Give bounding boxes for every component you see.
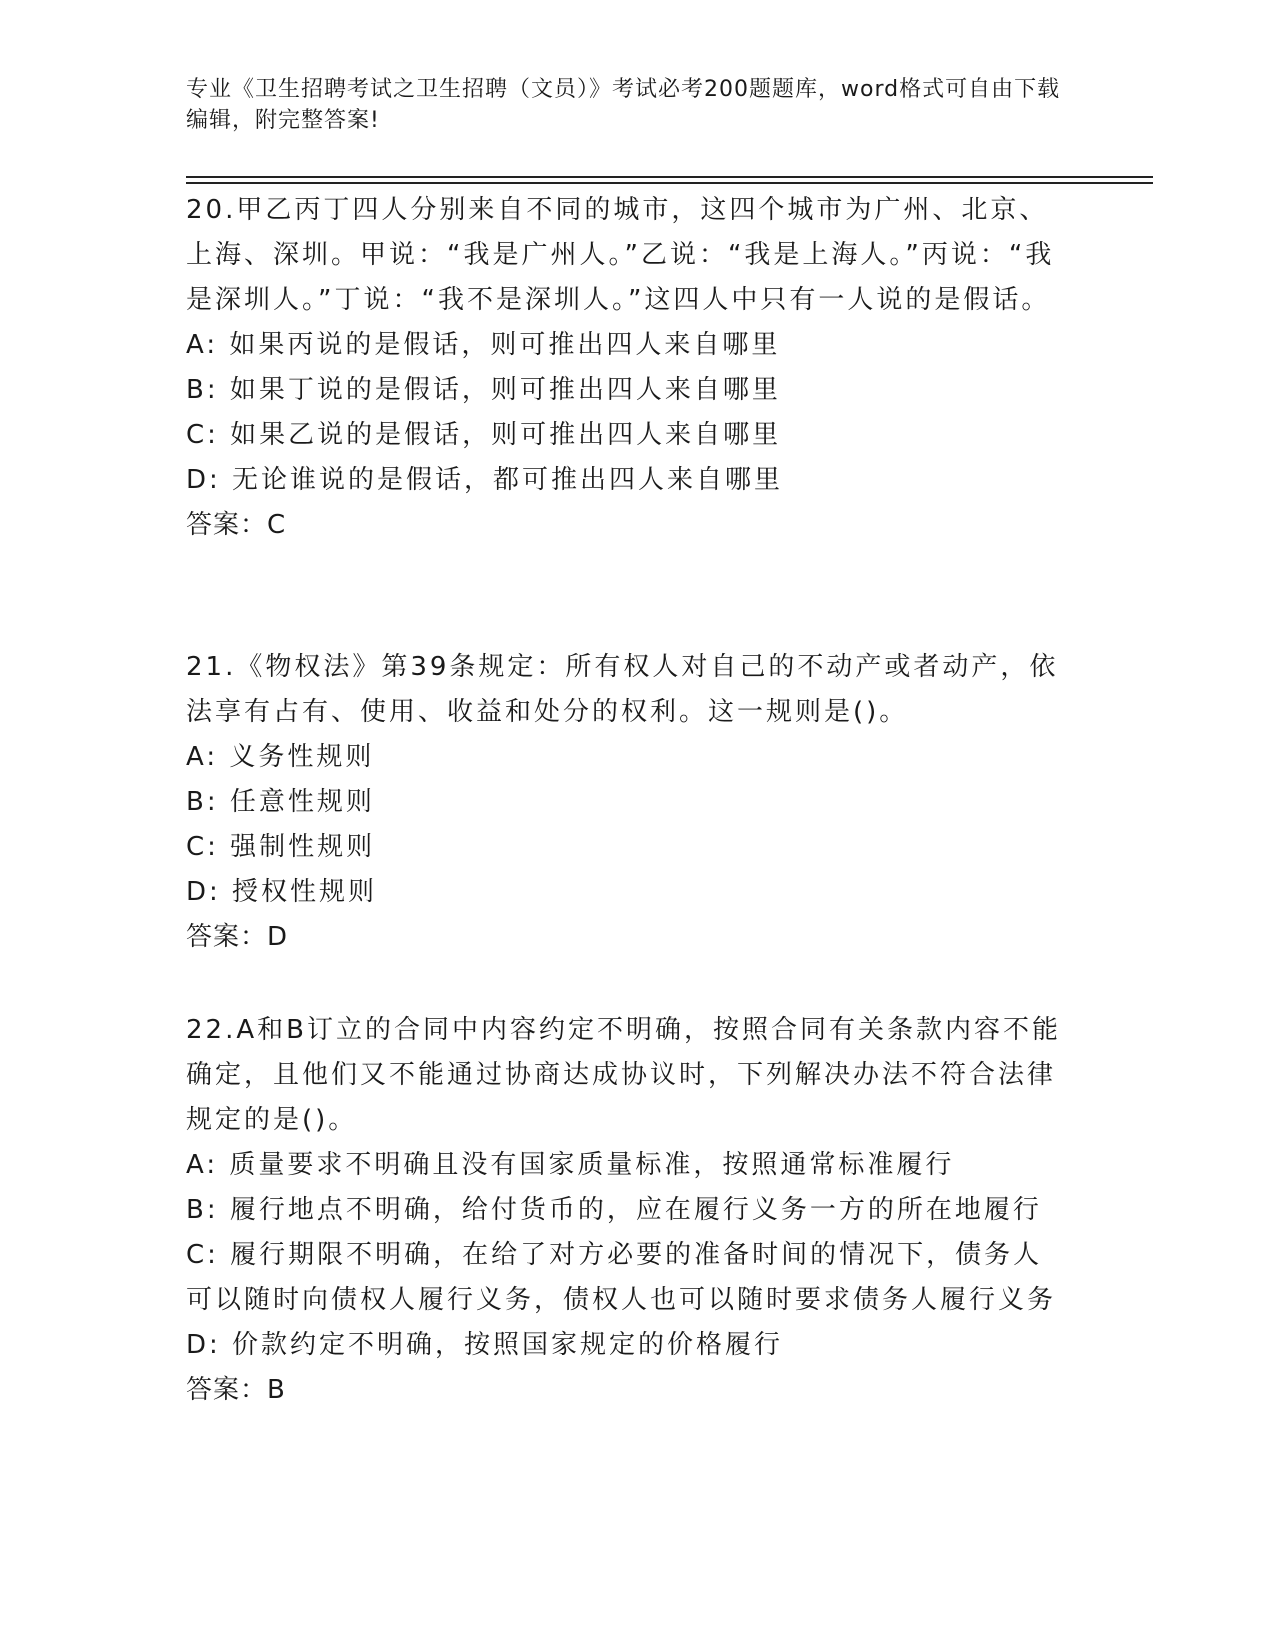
question-text: 22.A和B订立的合同中内容约定不明确，按照合同有关条款内容不能确定，且他们又不能通过协商达成协议时，下列解决办法不符合法律规定的是()。 <box>186 1015 1061 1135</box>
question-21 <box>186 645 1066 960</box>
header-divider-bottom <box>186 182 1153 184</box>
option-b: B: 任意性规则 <box>186 787 375 817</box>
option-b: B: 如果丁说的是假话，则可推出四人来自哪里 <box>186 375 781 405</box>
option-d: D: 价款约定不明确，按照国家规定的价格履行 <box>186 1330 784 1360</box>
option-b: B: 履行地点不明确，给付货币的，应在履行义务一方的所在地履行 <box>186 1195 1042 1225</box>
option-c: C: 强制性规则 <box>186 832 376 862</box>
option-c: C: 如果乙说的是假话，则可推出四人来自哪里 <box>186 420 782 450</box>
document-header: 专业《卫生招聘考试之卫生招聘（文员）》考试必考200题题库，word格式可自由下载编辑，附完整答案! <box>186 77 1061 133</box>
option-a: A: 义务性规则 <box>186 742 375 772</box>
option-a: A: 质量要求不明确且没有国家质量标准，按照通常标准履行 <box>186 1150 955 1180</box>
answer: 答案：C <box>186 510 287 540</box>
option-a: A: 如果丙说的是假话，则可推出四人来自哪里 <box>186 330 781 360</box>
question-22 <box>186 1008 1066 1413</box>
option-d: D: 授权性规则 <box>186 877 378 907</box>
option-c: C: 履行期限不明确，在给了对方必要的准备时间的情况下，债务人可以随时向债权人履行义务，债权人也可以随时要求债务人履行义务 <box>186 1240 1057 1315</box>
answer: 答案：D <box>186 922 289 952</box>
question-text: 20.甲乙丙丁四人分别来自不同的城市，这四个城市为广州、北京、上海、深圳。甲说：“我是广州人。”乙说：“我是上海人。”丙说：“我是深圳人。”丁说：“我不是深圳人。”这四人中只有一人说的是假话。 <box>186 195 1055 315</box>
header-divider-top <box>186 176 1153 178</box>
question-text: 21.《物权法》第39条规定：所有权人对自己的不动产或者动产，依法享有占有、使用、收益和处分的权利。这一规则是()。 <box>186 652 1059 727</box>
answer: 答案：B <box>186 1375 286 1405</box>
option-d: D: 无论谁说的是假话，都可推出四人来自哪里 <box>186 465 784 495</box>
question-20 <box>186 188 1066 548</box>
